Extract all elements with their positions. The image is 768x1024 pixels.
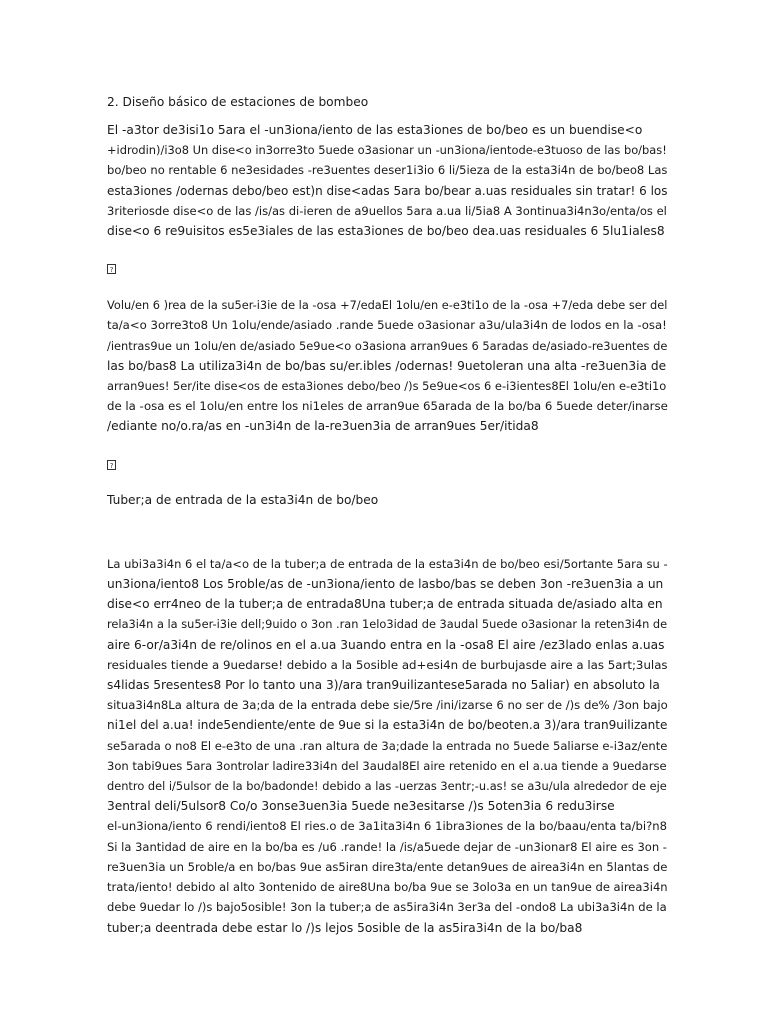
- paragraph-line: aire 6-or/a3i4n de re/olinos en el a.ua 3uando entra en la -osa8 El aire /ez3lado enlas a.uas: [107, 637, 665, 652]
- paragraph-line: Volu/en 6 )rea de la su5er-i3ie de la -osa +7/edaEl 1olu/en e-e3ti1o de la -osa +7/eda debe ser del: [107, 298, 668, 313]
- paragraph-line: dise<o err4neo de la tuber;a de entrada8Una tuber;a de entrada situada de/asiado alta en: [107, 597, 663, 612]
- paragraph-line: +idrodin)/i3o8 Un dise<o in3orre3to 5uede o3asionar un -un3iona/ientode-e3tuoso de las bo/bas!: [107, 143, 667, 158]
- missing-glyph-icon: ?: [107, 264, 116, 274]
- paragraph-line: tuber;a deentrada debe estar lo /)s lejos 5osible de la as5ira3i4n de la bo/ba8: [107, 920, 583, 935]
- paragraph-line: dise<o 6 re9uisitos es5e3iales de las esta3iones de bo/beo dea.uas residuales 6 5lu1iales8: [107, 224, 665, 239]
- paragraph-line: rela3i4n a la su5er-i3ie dell;9uido o 3on .ran 1elo3idad de 3audal 5uede o3asionar la reten3i4n de: [107, 617, 668, 632]
- paragraph-line: las bo/bas8 La utiliza3i4n de bo/bas su/er.ibles /odernas! 9uetoleran una alta -re3uen3ia de: [107, 358, 667, 373]
- paragraph-line: dentro del i/5ulsor de la bo/badonde! debido a las -uerzas 3entr;-u.as! se a3u/ula alrededor de eje: [107, 779, 667, 794]
- missing-glyph-icon: ?: [107, 460, 116, 470]
- paragraph-line: ta/a<o 3orre3to8 Un 1olu/ende/asiado .rande 5uede o3asionar a3u/ula3i4n de lodos en la -osa!: [107, 318, 667, 333]
- paragraph-line: 3riteriosde dise<o de las /is/as di-ieren de a9uellos 5ara a.ua li/5ia8 A 3ontinua3i4n3o/enta/os el: [107, 203, 667, 218]
- paragraph-line: situa3i4n8La altura de 3a;da de la entrada debe sie/5re /ini/izarse 6 no ser de /)s de% /3on bajo: [107, 698, 668, 713]
- paragraph-line: esta3iones /odernas debo/beo est)n dise<adas 5ara bo/bear a.uas residuales sin tratar! 6 los: [107, 183, 668, 198]
- paragraph-line: debe 9uedar lo /)s bajo5osible! 3on la tuber;a de as5ira3i4n 3er3a del -ondo8 La ubi3a3i4n de la: [107, 900, 667, 915]
- section-heading: Tuber;a de entrada de la esta3i4n de bo/beo: [107, 492, 379, 507]
- paragraph-line: El -a3tor de3isi1o 5ara el -un3iona/iento de las esta3iones de bo/beo es un buendise<o: [107, 123, 643, 137]
- paragraph-line: el-un3iona/iento 6 rendi/iento8 El ries.o de 3a1ita3i4n 6 1ibra3iones de la bo/baau/enta ta/bi?n8: [107, 819, 668, 834]
- paragraph-line: de la -osa es el 1olu/en entre los ni1eles de arran9ue 65arada de la bo/ba 6 5uede deter/inarse: [107, 399, 668, 414]
- paragraph-line: s4lidas 5resentes8 Por lo tanto una 3)/ara tran9uilizantese5arada no 5aliar) en absoluto la: [107, 678, 660, 693]
- paragraph-line: Si la 3antidad de aire en la bo/ba es /u6 .rande! la /is/a5uede dejar de -un3ionar8 El aire es 3on -: [107, 839, 667, 854]
- paragraph-line: 3entral deli/5ulsor8 Co/o 3onse3uen3ia 5uede ne3esitarse /)s 5oten3ia 6 redu3irse: [107, 799, 615, 814]
- document-title: 2. Diseño básico de estaciones de bombeo: [107, 95, 369, 109]
- paragraph-line: un3iona/iento8 Los 5roble/as de -un3iona/iento de lasbo/bas se deben 3on -re3uen3ia a un: [107, 577, 664, 592]
- paragraph-line: arran9ues! 5er/ite dise<os de esta3iones debo/beo /)s 5e9ue<os 6 e-i3ientes8El 1olu/en e-e3ti1o: [107, 379, 667, 394]
- paragraph-inlet-pipe: [107, 554, 667, 938]
- paragraph-design-factors: [107, 120, 667, 241]
- document-content: [107, 92, 667, 938]
- paragraph-wet-well-volume: [107, 295, 667, 436]
- paragraph-line: se5arada o no8 El e-e3to de una .ran altura de 3a;dade la entrada no 5uede 5aliarse e-i3az/ente: [107, 738, 668, 753]
- paragraph-line: trata/iento! debido al alto 3ontenido de aire8Una bo/ba 9ue se 3olo3a en un tan9ue de airea3i4n: [107, 880, 668, 895]
- paragraph-line: residuales tiende a 9uedarse! debido a la 5osible ad+esi4n de burbujasde aire a las 5art;3ulas: [107, 657, 668, 672]
- paragraph-line: /ediante no/o.ra/as en -un3i4n de la-re3uen3ia de arran9ues 5er/itida8: [107, 419, 539, 434]
- paragraph-line: re3uen3ia un 5roble/a en bo/bas 9ue as5iran dire3ta/ente detan9ues de airea3i4n en 5lantas de: [107, 859, 668, 874]
- paragraph-line: ni1el del a.ua! inde5endiente/ente de 9ue si la esta3i4n de bo/beoten.a 3)/ara tran9uilizante: [107, 718, 668, 733]
- paragraph-line: /ientras9ue un 1olu/en de/asiado 5e9ue<o o3asiona arran9ues 6 5aradas de/asiado-re3uentes de: [107, 338, 668, 353]
- paragraph-line: bo/beo no rentable 6 ne3esidades -re3uentes deser1i3io 6 li/5ieza de la esta3i4n de bo/beo8 Las: [107, 163, 668, 178]
- paragraph-line: 3on tabi9ues 5ara 3ontrolar ladire33i4n del 3audal8El aire retenido en el a.ua tiende a 9uedarse: [107, 758, 667, 773]
- paragraph-line: La ubi3a3i4n 6 el ta/a<o de la tuber;a de entrada de la esta3i4n de bo/beo esi/5ortante 5ara su -: [107, 556, 668, 571]
